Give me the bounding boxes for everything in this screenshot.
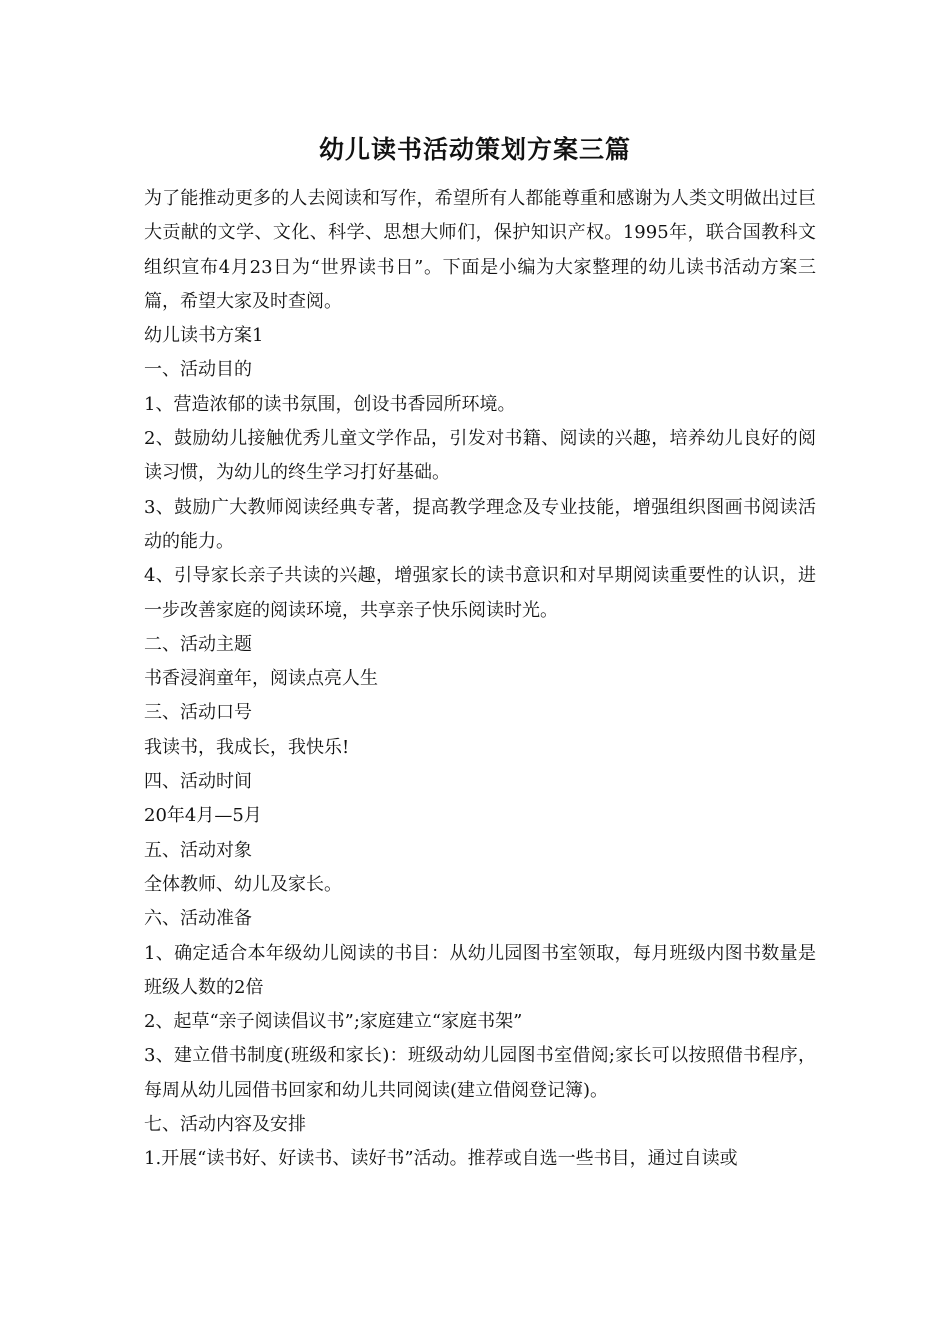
preparation-item-1: 1、确定适合本年级幼儿阅读的书目：从幼儿园图书室领取，每月班级内图书数量是班级人数的2倍	[144, 942, 816, 998]
preparation-item-2: 2、起草“亲子阅读倡议书”;家庭建立“家庭书架”	[144, 1011, 523, 1033]
time-text: 20年4月—5月	[144, 805, 262, 827]
section-heading-time: 四、活动时间	[144, 771, 252, 793]
slogan-text: 我读书，我成长，我快乐!	[144, 736, 350, 758]
purpose-item-4: 4、引导家长亲子共读的兴趣，增强家长的读书意识和对早期阅读重要性的认识，进一步改善家庭的阅读环境，共享亲子快乐阅读时光。	[144, 565, 816, 621]
purpose-item-3: 3、鼓励广大教师阅读经典专著，提高教学理念及专业技能，增强组织图画书阅读活动的能力。	[144, 496, 816, 552]
purpose-item-2: 2、鼓励幼儿接触优秀儿童文学作品，引发对书籍、阅读的兴趣，培养幼儿良好的阅读习惯，为幼儿的终生学习打好基础。	[144, 428, 816, 484]
content-item-1: 1.开展“读书好、好读书、读好书”活动。推荐或自选一些书目，通过自读或	[144, 1148, 738, 1170]
purpose-item-1: 1、营造浓郁的读书氛围，创设书香园所环境。	[144, 393, 516, 415]
section-heading-purpose: 一、活动目的	[144, 359, 252, 381]
section-heading-preparation: 六、活动准备	[144, 908, 252, 930]
document-body	[144, 182, 816, 1177]
theme-text: 书香浸润童年，阅读点亮人生	[144, 668, 378, 690]
preparation-item-3: 3、建立借书制度(班级和家长)：班级动幼儿园图书室借阅;家长可以按照借书程序，每周从幼儿园借书回家和幼儿共同阅读(建立借阅登记簿)。	[144, 1045, 816, 1101]
section-heading-slogan: 三、活动口号	[144, 702, 252, 724]
document-title: 幼儿读书活动策划方案三篇	[318, 135, 631, 164]
plan-heading: 幼儿读书方案1	[144, 325, 264, 347]
audience-text: 全体教师、幼儿及家长。	[144, 873, 342, 895]
intro-paragraph: 为了能推动更多的人去阅读和写作，希望所有人都能尊重和感谢为人类文明做出过巨大贡献的文学、文化、科学、思想大师们，保护知识产权。1995年，联合国教科文组织宣布4月23日为“世界读书日”。下面是小编为大家整理的幼儿读书活动方案三篇，希望大家及时查阅。	[144, 188, 816, 312]
section-heading-content: 七、活动内容及安排	[144, 1114, 306, 1136]
section-heading-audience: 五、活动对象	[144, 839, 252, 861]
section-heading-theme: 二、活动主题	[144, 633, 252, 655]
